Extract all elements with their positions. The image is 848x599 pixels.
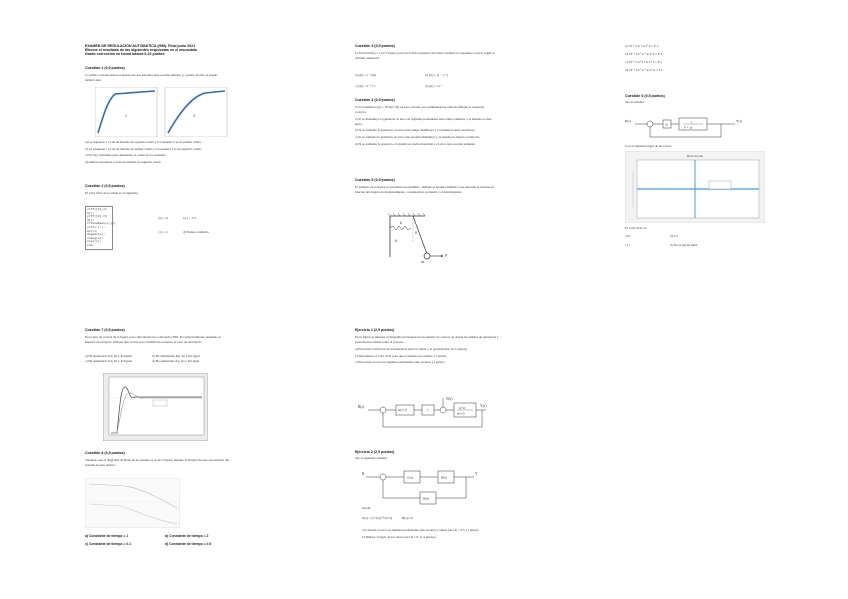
q4-head: Cuestión 4 (0,5 puntos) bbox=[355, 98, 395, 102]
e1-parts bbox=[355, 347, 500, 365]
q1-options bbox=[85, 140, 215, 166]
code-line: z=feedback(x,y); bbox=[87, 222, 116, 226]
q4-opt-d: d) Si se aumenta la ganancia, el sistema se vuelve inestable y el error ante escalón aumenta. bbox=[355, 141, 476, 146]
plot-window bbox=[85, 478, 180, 528]
q3-opt-d: d) y(t) = t e⁻ᵗ bbox=[425, 84, 443, 88]
q6-opt-d: d) No se puede saber bbox=[670, 243, 698, 247]
q6-caption: Con el siguiente lugar de las raíces: bbox=[625, 144, 672, 148]
question-8 bbox=[85, 451, 230, 467]
q6-head: Cuestión 6 (0,5 puntos) bbox=[625, 94, 665, 98]
e1-n: N(s) bbox=[446, 397, 453, 401]
code-line: s=tf('s'); bbox=[87, 225, 106, 229]
e1-b2: 1 bbox=[427, 408, 429, 412]
plot2-label: 2 bbox=[193, 113, 195, 118]
e2-head: Ejercicio 2 (2,5 puntos) bbox=[355, 450, 395, 454]
q6-text: Sea el sistema: bbox=[625, 100, 645, 104]
label-b: b bbox=[395, 238, 397, 243]
q4-text: Con el sistema G(s) = 10/(s(s+2)) en lazo cerrado con realimentación unitaria indique la respuesta correcta: bbox=[355, 105, 485, 114]
e1-head: Ejercicio 1 (2,5 puntos) bbox=[355, 328, 395, 332]
question-5 bbox=[355, 178, 495, 194]
q1-step-plots bbox=[95, 87, 230, 137]
q2-opt-c: c) y = 1 bbox=[158, 230, 169, 234]
bode-plot bbox=[85, 478, 180, 528]
e1-b1: K(s+1) bbox=[398, 408, 408, 412]
q1-opt-a: a) La respuesta 1 es de un sistema de segundo orden y la respuesta 2 es de primer orden. bbox=[85, 140, 202, 144]
code-line: x=dcg(w); bbox=[87, 236, 104, 240]
q2-text: El valor final de la salida es el siguiente: bbox=[85, 191, 139, 195]
q2-opt-b: b) y = 1/3 bbox=[183, 216, 196, 220]
q1-text: La gráfica corresponde la respuesta de dos sistemas ante escalón unitario y, a partir de ella, se puede deducir que: bbox=[85, 73, 218, 82]
q4-opt-b: b) Si se aumenta la ganancia, el error ante rampa disminuye y el sistema es más oscilatorio. bbox=[355, 128, 476, 133]
q6-opt-b: b) 0.2 bbox=[670, 234, 678, 238]
plot-title: Root Locus bbox=[687, 154, 703, 158]
q5-opt-a: a) J θ̈ + b θ̇ + k a² θ = F L bbox=[625, 44, 659, 48]
e2-b1: G(s) bbox=[407, 475, 414, 480]
question-6 bbox=[625, 94, 755, 105]
plot1-label: 1 bbox=[125, 113, 127, 118]
q5-text: El péndulo de la figura se encuentra en equilibrio. Indique el modelo dinámico que describe el sistema en función del ángulo de desplazamiento, considerando el muelle y el amortiguador. bbox=[355, 185, 494, 194]
q2-opt-d: d) Tiende a infinito. bbox=[183, 230, 210, 234]
instr-2: Grado corrección en forma básica 0-10 puntos bbox=[85, 52, 165, 56]
mass-icon bbox=[424, 253, 430, 259]
e2-text: Sea el siguiente sistema: bbox=[355, 456, 388, 460]
e2-parts bbox=[362, 528, 500, 541]
hatch bbox=[388, 213, 425, 216]
exercise-2 bbox=[355, 450, 500, 461]
code-line: w=z/s; bbox=[87, 229, 98, 233]
page1 bbox=[85, 44, 230, 56]
e2-b2: H(s) bbox=[441, 475, 448, 480]
q6-k: K bbox=[665, 122, 669, 127]
q7-opt-d: d) Ha aumentado Kp, Ki y Kd igual bbox=[152, 359, 200, 363]
q6-g-den: s² + 2s bbox=[684, 125, 693, 130]
q7-opt-c: c) Ha aumentado Kp, Ki y Kd igual bbox=[85, 359, 133, 363]
disturbance-junction-icon bbox=[440, 407, 446, 413]
e1-part-b: b) Determinar el valor de K para que el sistema sea estable. (1 punto) bbox=[355, 353, 447, 358]
code-line: y=tf([2],[1 3]); bbox=[87, 215, 107, 222]
sum-junction-icon bbox=[380, 474, 386, 480]
q5-head: Cuestión 5 (0,5 puntos) bbox=[355, 178, 395, 182]
code-line: end bbox=[87, 243, 93, 247]
q8-opt-d: d) Constante de tiempo = 0.5 bbox=[165, 542, 212, 546]
question-2 bbox=[85, 184, 225, 196]
q6-block-diagram bbox=[625, 112, 745, 142]
q2-opt-a: a) y = 0 bbox=[158, 216, 169, 220]
code-line: x=tf([1],[1 1]); bbox=[87, 208, 107, 215]
e2-b3: H(s) bbox=[423, 496, 430, 501]
q6-g-num: 1 bbox=[691, 120, 693, 124]
plot2-frame bbox=[165, 87, 227, 137]
q1-opt-c: c) No hay suficiente para determinar el orden de los sistemas. bbox=[85, 153, 167, 158]
label-theta: θ bbox=[415, 230, 417, 235]
q7-head: Cuestión 7 (0,5 puntos) bbox=[85, 328, 125, 332]
q3-text: La función F(s) = 1/(s+1) tiene polos en el lado izquierdo del plano. Indique la respuesta correcta según el dominio temporal: bbox=[355, 51, 495, 60]
q6-r: R(s) bbox=[625, 119, 632, 123]
q3-opt-b: b) y(t) = (1 − e⁻ᵗ) bbox=[425, 73, 449, 77]
e2-part-a: a) Calcular el error en régimen permanente ante escalón y rampa para K = 0.5. (1 punto) bbox=[362, 528, 479, 532]
e1-b3: (s+2) bbox=[459, 406, 466, 410]
q6-y: Y(s) bbox=[736, 119, 743, 123]
code-line: dcgain(w); bbox=[87, 233, 106, 237]
label-f: F bbox=[445, 253, 448, 258]
q8-head: Cuestión 8 (0,5 puntos) bbox=[85, 451, 125, 455]
q7-text: En el lazo de control de la figura se ha sintonizado un controlador PID. El comportamiento obtenido se muestra en la figura. Indique qué acción se ha modificado respecto al caso de referencia: bbox=[85, 335, 221, 344]
label-k: k bbox=[400, 220, 402, 225]
q8-opt-b: b) Constante de tiempo = 2 bbox=[165, 534, 209, 538]
e2-block-diagram bbox=[362, 466, 482, 506]
force-arrowhead bbox=[441, 255, 443, 257]
e2-g: G(s) = (s+1)/(s²+4s+3) bbox=[362, 516, 393, 520]
sum-junction-icon bbox=[380, 407, 386, 413]
sum-junction-icon bbox=[647, 121, 653, 127]
q5-opt-d: d) J θ̈ + b L² θ̇ + k L² θ = F L bbox=[625, 68, 664, 72]
instr-1: Elimine el resultado de las siguientes respuestas en el enunciado bbox=[85, 48, 198, 52]
q5-opt-c: c) J θ̈ + b a² θ̇ + k L² θ = F a bbox=[625, 60, 662, 64]
e1-text: En la figura se muestra el diagrama de bloques de un sistema de control, en donde las señales de referencia y perturbación actúan sobre el proceso. bbox=[355, 335, 499, 344]
q3-head: Cuestión 3 (0,5 puntos) bbox=[355, 44, 395, 48]
q6-opt-a: a) 0 bbox=[625, 234, 631, 238]
pendulum-rod bbox=[413, 216, 427, 254]
q6-ask: El valor de K es: bbox=[625, 226, 648, 230]
question-3 bbox=[355, 44, 495, 60]
q1-opt-d: d) Ambas respuestas son de un sistema de segundo orden. bbox=[85, 159, 162, 164]
e2-part-b: b) Dibujar el lugar de las raíces para K ≥ 0. (1,5 puntos) bbox=[362, 534, 436, 539]
q3-opt-c: c) y(t) = e⁻ᵗ + 1 bbox=[355, 84, 376, 88]
root-locus-plot bbox=[625, 151, 765, 223]
q8-opt-a: a) Constante de tiempo = 1 bbox=[85, 534, 129, 538]
q1-head: Cuestión 1 (0,5 puntos) bbox=[85, 66, 125, 70]
pendulum-diagram bbox=[385, 212, 455, 264]
q5-options bbox=[625, 44, 755, 72]
q2-code bbox=[85, 206, 116, 250]
label-m: m bbox=[421, 259, 425, 264]
e2-y: Y bbox=[475, 472, 478, 476]
e2-h: H(s)= K bbox=[402, 516, 413, 520]
e2-r: R bbox=[362, 472, 365, 476]
legend-box bbox=[153, 400, 167, 406]
datatip bbox=[709, 181, 731, 189]
q7-opt-a: a) Ha aumentado Kp, Ki y Kd igual bbox=[85, 354, 133, 358]
e1-block-diagram bbox=[358, 395, 493, 433]
q1-opt-b: b) La respuesta 1 es de un sistema de primer orden y la respuesta 2 es de segundo orden. bbox=[85, 146, 202, 151]
q5-opt-b: b) J θ̈ + b L² θ̇ + k a² θ = F L bbox=[625, 52, 663, 56]
e1-y: Y(s) bbox=[480, 404, 487, 408]
question-1 bbox=[85, 66, 225, 82]
e2-donde: donde: bbox=[362, 506, 371, 510]
q3-opt-a: a) y(t) = e⁻ᵗ u(t) bbox=[355, 73, 377, 77]
q8-text: Sabiendo que el diagrama de Bode de un sistema es el de la figura, indique el margen de fase aproximado del sistema en lazo abierto: bbox=[85, 458, 230, 467]
question-7 bbox=[85, 328, 225, 344]
q8-opt-c: c) Constante de tiempo = 0.1 bbox=[85, 542, 132, 546]
e1-b3d: s(s+3) bbox=[457, 411, 465, 416]
question-4 bbox=[355, 98, 495, 148]
q4-options bbox=[355, 117, 495, 146]
code-line: z=ss(x); bbox=[87, 240, 102, 244]
q4-opt-a: a) Si se disminuye la ganancia, el error en régimen permanente ante rampa aumenta y el sistema es más lento. bbox=[355, 117, 492, 126]
e1-r: R(s) bbox=[358, 405, 365, 409]
q7-opt-b: b) Ha disminuido Kp, Ki y Kd igual bbox=[152, 354, 200, 358]
q2-head: Cuestión 2 (0,5 puntos) bbox=[85, 184, 125, 188]
q6-opt-c: c) 1 bbox=[625, 243, 631, 247]
e1-part-a: a) Encontrar la función de transferencia entre la salida y la perturbación. (0,5 puntos) bbox=[355, 347, 468, 352]
spring-icon bbox=[390, 226, 411, 230]
q4-opt-c: c) Si se aumenta la ganancia, el error ante escalón disminuye y el sistema es menos oscilatorio. bbox=[355, 134, 481, 139]
pid-response-plot bbox=[103, 373, 208, 441]
exercise-1 bbox=[355, 328, 500, 367]
exam-title: EXAMEN DE REGULACIÓN AUTOMÁTICA (ISM). Final junio 2021 bbox=[85, 44, 196, 48]
e1-part-c: c) Encontrar el error en régimen permanente ante escalón. (1 punto) bbox=[355, 360, 445, 365]
